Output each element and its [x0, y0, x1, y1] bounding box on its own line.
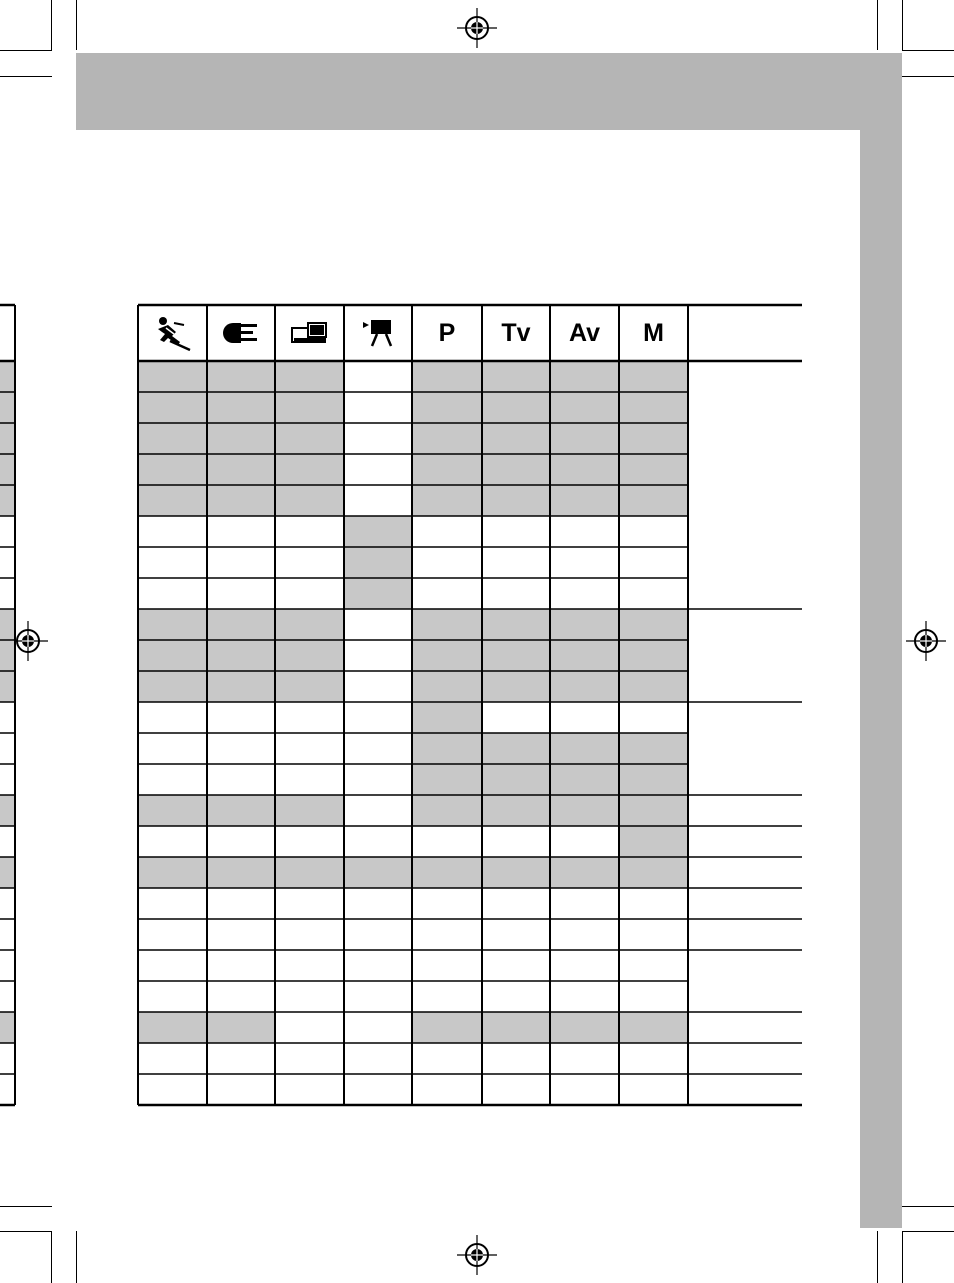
table-cell-shaded [412, 454, 482, 485]
table-cell-shaded [412, 392, 482, 423]
table-cell-shaded [482, 454, 550, 485]
table-cell-shaded [482, 795, 550, 826]
table-cell-shaded [482, 423, 550, 454]
table-cell-shaded [275, 640, 344, 671]
table-cell-shaded [482, 485, 550, 516]
left-strip-cell-shaded [0, 640, 15, 671]
table-cell-shaded [138, 671, 207, 702]
table-cell-shaded [412, 361, 482, 392]
table-cell-shaded [207, 1012, 275, 1043]
left-strip-cell-shaded [0, 609, 15, 640]
table-cell-shaded [550, 733, 619, 764]
col-header-fast-shutter [207, 305, 275, 361]
table-cell-shaded [207, 609, 275, 640]
table-cell-shaded [619, 392, 688, 423]
col-header-m: M [643, 318, 664, 347]
table-cell-shaded [138, 361, 207, 392]
table-cell-shaded [412, 1012, 482, 1043]
left-strip-cell-shaded [0, 392, 15, 423]
left-strip-cell-shaded [0, 857, 15, 888]
table-cell-shaded [619, 795, 688, 826]
table-cell-shaded [412, 640, 482, 671]
table-cell-shaded [207, 454, 275, 485]
table-cell-shaded [550, 609, 619, 640]
table-cell-shaded [550, 1012, 619, 1043]
table-cell-shaded [138, 795, 207, 826]
col-header-av: Av [568, 318, 601, 347]
table-cell-shaded [550, 764, 619, 795]
table-cell-shaded [550, 640, 619, 671]
table-cell-shaded [412, 857, 482, 888]
table-cell-shaded [482, 640, 550, 671]
table-cell-shaded [412, 764, 482, 795]
table-cell-shaded [207, 392, 275, 423]
table-cell-shaded [550, 392, 619, 423]
table-cell-shaded [412, 795, 482, 826]
col-header-movie [344, 305, 412, 361]
left-strip-cell-shaded [0, 795, 15, 826]
table-cell-shaded [619, 826, 688, 857]
table-cell-shaded [412, 609, 482, 640]
col-header-tv: Tv [501, 318, 531, 347]
table-cell-shaded [412, 485, 482, 516]
table-cell-shaded [138, 392, 207, 423]
table-cell-shaded [275, 857, 344, 888]
table-cell-shaded [619, 764, 688, 795]
table-cell-shaded [207, 640, 275, 671]
table-cell-shaded [138, 454, 207, 485]
table-cell-shaded [482, 609, 550, 640]
table-cell-shaded [482, 733, 550, 764]
table-cell-shaded [619, 671, 688, 702]
table-cell-shaded [138, 609, 207, 640]
table-cell-shaded [344, 516, 412, 547]
left-strip-cell-shaded [0, 454, 15, 485]
table-cell-shaded [619, 423, 688, 454]
col-header-stitch-assist [275, 305, 344, 361]
table-cell-shaded [207, 671, 275, 702]
table-cell-shaded [138, 485, 207, 516]
table-cell-shaded [550, 795, 619, 826]
col-header-sports [138, 305, 207, 361]
stitch-assist-icon [290, 320, 330, 346]
left-strip-cell-shaded [0, 1012, 15, 1043]
table-cell-shaded [138, 640, 207, 671]
table-cell-shaded [619, 733, 688, 764]
table-cell-shaded [275, 485, 344, 516]
table-cell-shaded [275, 795, 344, 826]
table-cell-shaded [482, 392, 550, 423]
left-strip-cell-shaded [0, 361, 15, 392]
table-cell-shaded [207, 361, 275, 392]
table-cell-shaded [344, 578, 412, 609]
table-cell-shaded [275, 361, 344, 392]
table-cell-shaded [619, 1012, 688, 1043]
table-cell-shaded [550, 454, 619, 485]
table-cell-shaded [344, 547, 412, 578]
table-cell-shaded [619, 485, 688, 516]
table-cell-shaded [207, 485, 275, 516]
table-cell-shaded [619, 361, 688, 392]
table-cell-shaded [482, 671, 550, 702]
fast-shutter-icon [221, 321, 261, 345]
table-cell-shaded [619, 857, 688, 888]
table-cell-shaded [482, 857, 550, 888]
left-strip-cell-shaded [0, 671, 15, 702]
table-cell-shaded [138, 1012, 207, 1043]
table-cell-shaded [207, 857, 275, 888]
col-header-p: P [438, 318, 456, 347]
table-cell-shaded [550, 857, 619, 888]
table-cell-shaded [275, 392, 344, 423]
table-cell-shaded [275, 671, 344, 702]
table-cell-shaded [412, 423, 482, 454]
table-cell-shaded [412, 702, 482, 733]
table-cell-shaded [619, 454, 688, 485]
table-cell-shaded [412, 733, 482, 764]
left-strip-cell-shaded [0, 485, 15, 516]
table-cell-shaded [619, 640, 688, 671]
table-cell-shaded [482, 1012, 550, 1043]
table-cell-shaded [138, 857, 207, 888]
table-cell-shaded [550, 423, 619, 454]
table-cell-shaded [619, 609, 688, 640]
sports-mode-icon [154, 314, 192, 352]
table-cell-shaded [275, 454, 344, 485]
table-cell-shaded [207, 423, 275, 454]
table-cell-shaded [275, 423, 344, 454]
table-cell-shaded [138, 423, 207, 454]
left-strip-cell-shaded [0, 423, 15, 454]
table-cell-shaded [550, 671, 619, 702]
table-cell-shaded [275, 609, 344, 640]
table-cell-shaded [550, 361, 619, 392]
table-cell-shaded [412, 671, 482, 702]
table-cell-shaded [482, 764, 550, 795]
movie-mode-icon [360, 318, 396, 348]
table-cell-shaded [344, 857, 412, 888]
table-cell-shaded [550, 485, 619, 516]
table-cell-shaded [207, 795, 275, 826]
table-cell-shaded [482, 361, 550, 392]
